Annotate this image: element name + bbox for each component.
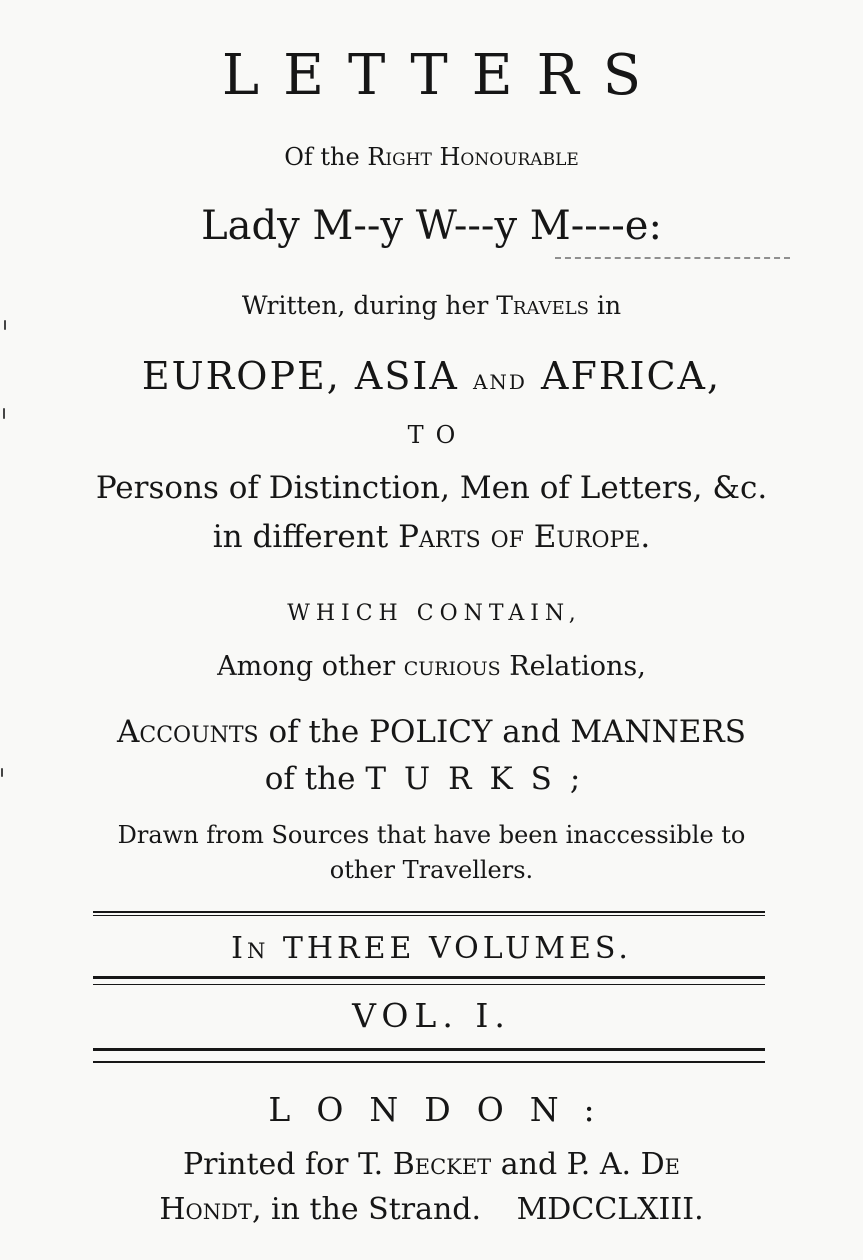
paper-speck [4,320,6,330]
parts-line [0,519,863,555]
continents-first: EUROPE, ASIA [141,354,459,398]
continents-second: AFRICA, [541,354,722,398]
printed-prefix: Printed for T. [183,1147,384,1182]
continents-and: and [472,363,527,396]
accounts-and: and [502,714,561,750]
volumes-line [0,931,863,966]
written-line [0,293,863,318]
becket-name: Becket [392,1147,492,1182]
printer-line-1 [0,1147,863,1182]
curious-word: curious [403,651,501,682]
author-name: Lady M--y W---y M----e: [201,203,662,249]
accounts-line [0,714,863,750]
double-rule-middle-thin [93,984,765,985]
which-contain-line: WHICH CONTAIN, [287,601,582,626]
publication-year: MDCCLXIII. [516,1192,704,1227]
written-prefix: Written, during her [241,291,489,320]
strand-text: in the Strand. [271,1192,482,1227]
book-title: LETTERS [221,43,666,108]
paper-speck [1,768,3,777]
subtitle-honorific: Right Honourable [367,143,579,171]
double-rule-middle-thick [93,976,765,979]
accounts-of-the: of the [268,714,360,750]
turks-line [0,761,863,797]
double-rule-bottom-thin [93,1061,765,1063]
continents-line [0,354,863,398]
turks-prefix: of the [264,761,356,797]
author-underline-mark [555,257,790,263]
paper-speck [3,408,5,419]
double-rule-top-thin [93,915,765,916]
sources-line: Drawn from Sources that have been inaccessible to [117,821,746,849]
three-volumes-text: THREE VOLUMES. [282,931,632,966]
printer-line-2 [0,1192,863,1227]
printed-middle: and P. A. [500,1147,632,1182]
hondt-name: Hondt, [159,1192,262,1227]
policy-word: POLICY [369,714,493,750]
among-prefix: Among other [217,651,396,682]
manners-word: MANNERS [570,714,747,750]
travels-word: Travels [496,291,589,320]
parts-prefix: in different [212,519,389,555]
double-rule-top-thick [93,911,765,913]
author-title-line [0,145,863,169]
to-line: TO [407,421,468,449]
written-suffix: in [596,291,622,320]
accounts-word: Accounts [116,714,259,750]
subtitle-prefix: Of the [284,143,360,171]
in-word: In [231,931,270,966]
recipients-line: Persons of Distinction, Men of Letters, &c. [95,470,768,506]
turks-word: TURKS; [365,761,599,797]
travellers-line: other Travellers. [329,856,534,884]
double-rule-bottom-thick [93,1048,765,1051]
among-suffix: Relations, [509,651,646,682]
among-line [0,653,863,680]
parts-of-europe: Parts of Europe. [398,519,651,555]
de-name: De [640,1147,680,1182]
city-line: LONDON: [268,1090,621,1129]
volume-number: VOL. I. [352,996,511,1035]
